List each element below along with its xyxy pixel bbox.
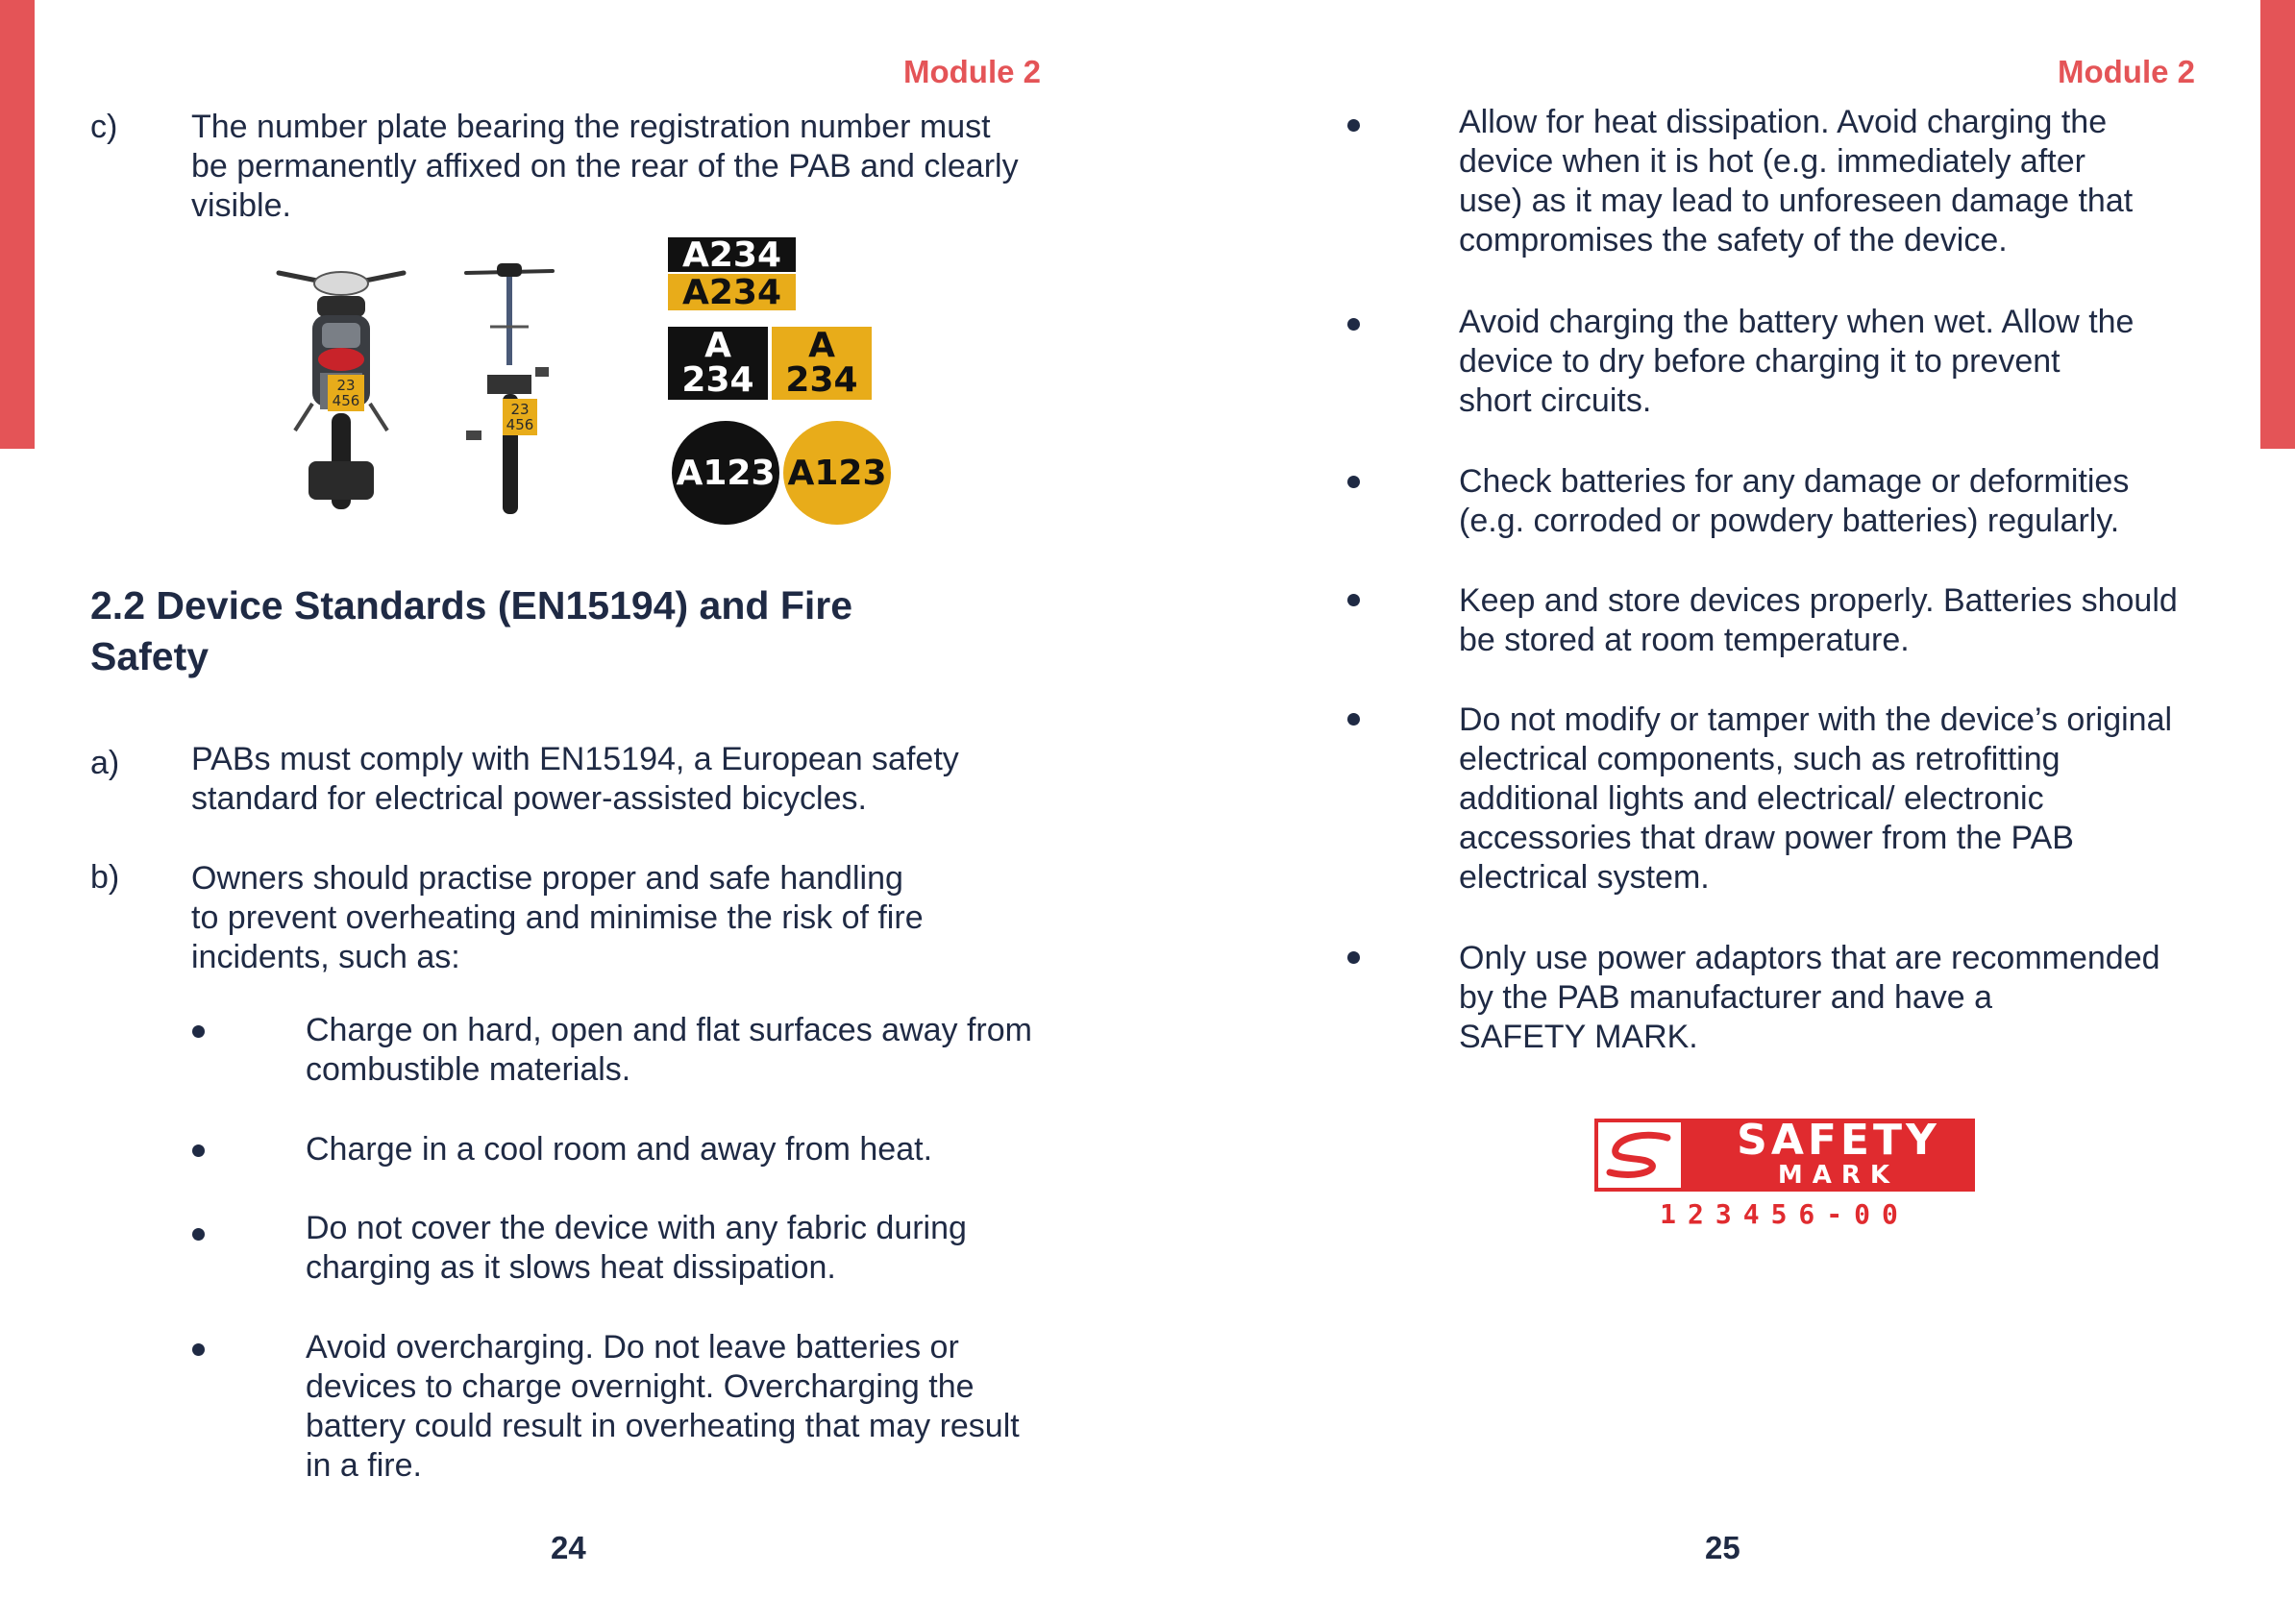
right-bullet-item bbox=[1459, 939, 2228, 1057]
bullet-line: devices to charge overnight. Overcharging the bbox=[306, 1368, 975, 1405]
bullet-line: additional lights and electrical/ electronic bbox=[1459, 780, 2044, 817]
bullet-line: Do not cover the device with any fabric during bbox=[306, 1210, 967, 1246]
section-heading-line: 2.2 Device Standards (EN15194) and Fire bbox=[90, 583, 853, 627]
bullet-line: by the PAB manufacturer and have a bbox=[1459, 979, 1993, 1016]
plate-square-black bbox=[668, 327, 768, 400]
right-module-label: Module 2 bbox=[2058, 54, 2196, 89]
bike-rear-views-image bbox=[274, 259, 572, 524]
scooter-plate-top: 23 bbox=[336, 377, 356, 394]
item-a-marker: a) bbox=[90, 745, 120, 781]
bullet-line: battery could result in overheating that may result bbox=[306, 1408, 1020, 1444]
bullet-dot bbox=[1347, 594, 1360, 606]
right-accent-tab bbox=[2260, 0, 2295, 449]
plate-rect-yellow: A234 bbox=[668, 274, 796, 310]
plate-round-yellow: A123 bbox=[783, 421, 891, 525]
bullet-dot bbox=[192, 1025, 205, 1038]
bullet-line: SAFETY MARK. bbox=[1459, 1019, 1698, 1055]
bicycle-rear-view bbox=[466, 263, 553, 514]
item-b-marker: b) bbox=[90, 859, 120, 896]
bullet-line: in a fire. bbox=[306, 1447, 422, 1484]
bullet-line: be stored at room temperature. bbox=[1459, 622, 1910, 658]
safety-s-emblem-icon bbox=[1598, 1122, 1681, 1188]
bullet-line: Charge on hard, open and flat surfaces away from bbox=[306, 1012, 1032, 1048]
bullet-line: charging as it slows heat dissipation. bbox=[306, 1249, 836, 1286]
safety-mark-title: SAFETY bbox=[1737, 1116, 1940, 1165]
right-bullet-item bbox=[1459, 581, 2228, 660]
item-c-line: visible. bbox=[191, 187, 291, 224]
bullet-line: Keep and store devices properly. Batteries should bbox=[1459, 582, 2178, 619]
bullet-line: compromises the safety of the device. bbox=[1459, 222, 2008, 258]
bicycle-plate-bottom: 456 bbox=[506, 416, 534, 433]
plate-square-yellow-bottom: 234 bbox=[785, 360, 858, 400]
bullet-line: Avoid overcharging. Do not leave batteries or bbox=[306, 1329, 959, 1366]
right-bullet-item bbox=[1459, 303, 2228, 421]
plate-square-black-bottom: 234 bbox=[681, 360, 754, 400]
plate-rect-black: A234 bbox=[668, 237, 796, 272]
left-bullet-item bbox=[306, 1209, 1074, 1288]
bicycle-plate-top: 23 bbox=[510, 401, 530, 418]
scooter-number-plate bbox=[328, 375, 364, 411]
left-bullet-item bbox=[306, 1130, 1074, 1169]
bullet-line: short circuits. bbox=[1459, 382, 1652, 419]
bullet-line: device to dry before charging it to prevent bbox=[1459, 343, 2061, 380]
right-bullet-item bbox=[1459, 462, 2228, 541]
bullet-dot bbox=[192, 1144, 205, 1157]
bullet-line: Avoid charging the battery when wet. Allow the bbox=[1459, 304, 2135, 340]
right-bullet-item bbox=[1459, 701, 2228, 898]
bullet-line: accessories that draw power from the PAB bbox=[1459, 820, 2074, 856]
safety-mark-subtitle: MARK bbox=[1777, 1161, 1900, 1190]
item-a-text bbox=[191, 740, 1056, 819]
left-bullet-item bbox=[306, 1328, 1074, 1486]
bullet-dot bbox=[1347, 951, 1360, 964]
safety-mark-emblem-box bbox=[1598, 1122, 1681, 1188]
right-page-number: 25 bbox=[1705, 1530, 1740, 1565]
bullet-dot bbox=[1347, 713, 1360, 726]
left-accent-tab bbox=[0, 0, 35, 449]
plate-square-yellow-top: A bbox=[808, 326, 835, 365]
bullet-dot bbox=[192, 1228, 205, 1241]
left-module-label: Module 2 bbox=[903, 54, 1042, 89]
bicycle-number-plate bbox=[503, 399, 537, 435]
right-bullet-item bbox=[1459, 103, 2228, 260]
item-b-text bbox=[191, 859, 1056, 977]
item-c-marker: c) bbox=[90, 109, 118, 145]
bullet-line: electrical components, such as retrofitting bbox=[1459, 741, 2061, 777]
left-page-number: 24 bbox=[551, 1530, 586, 1565]
bullet-dot bbox=[1347, 476, 1360, 488]
scooter-plate-bottom: 456 bbox=[332, 392, 360, 409]
bullet-line: combustible materials. bbox=[306, 1051, 631, 1088]
safety-mark-logo bbox=[1591, 1115, 1980, 1240]
bullet-line: device when it is hot (e.g. immediately after bbox=[1459, 143, 2085, 180]
safety-mark-number: 123456-00 bbox=[1660, 1198, 1910, 1230]
plate-round-black: A123 bbox=[672, 421, 779, 525]
plate-square-yellow bbox=[772, 327, 872, 400]
item-a-line: standard for electrical power-assisted bicycles. bbox=[191, 780, 867, 817]
bullet-dot bbox=[192, 1343, 205, 1356]
item-b-line: Owners should practise proper and safe handling bbox=[191, 860, 903, 897]
item-a-line: PABs must comply with EN15194, a European safety bbox=[191, 741, 959, 777]
section-heading-line: Safety bbox=[90, 634, 210, 678]
bullet-line: electrical system. bbox=[1459, 859, 1710, 896]
bullet-line: Check batteries for any damage or deformities bbox=[1459, 463, 2130, 500]
bullet-line: Only use power adaptors that are recommended bbox=[1459, 940, 2160, 976]
bullet-dot bbox=[1347, 318, 1360, 331]
bullet-line: Allow for heat dissipation. Avoid charging the bbox=[1459, 104, 2108, 140]
bullet-line: Do not modify or tamper with the device’s original bbox=[1459, 701, 2173, 738]
section-heading bbox=[90, 580, 955, 682]
bullet-dot bbox=[1347, 119, 1360, 132]
item-c-line: The number plate bearing the registration number must bbox=[191, 109, 991, 145]
left-bullet-item bbox=[306, 1011, 1074, 1090]
bullet-line: Charge in a cool room and away from heat. bbox=[306, 1131, 933, 1168]
bullet-line: use) as it may lead to unforeseen damage that bbox=[1459, 183, 2134, 219]
item-c-line: be permanently affixed on the rear of the PAB and clearly bbox=[191, 148, 1019, 185]
item-c-text bbox=[191, 108, 1056, 226]
item-b-line: incidents, such as: bbox=[191, 939, 460, 975]
item-b-line: to prevent overheating and minimise the risk of fire bbox=[191, 899, 924, 936]
bullet-line: (e.g. corroded or powdery batteries) regularly. bbox=[1459, 503, 2120, 539]
plate-square-black-top: A bbox=[704, 326, 731, 365]
